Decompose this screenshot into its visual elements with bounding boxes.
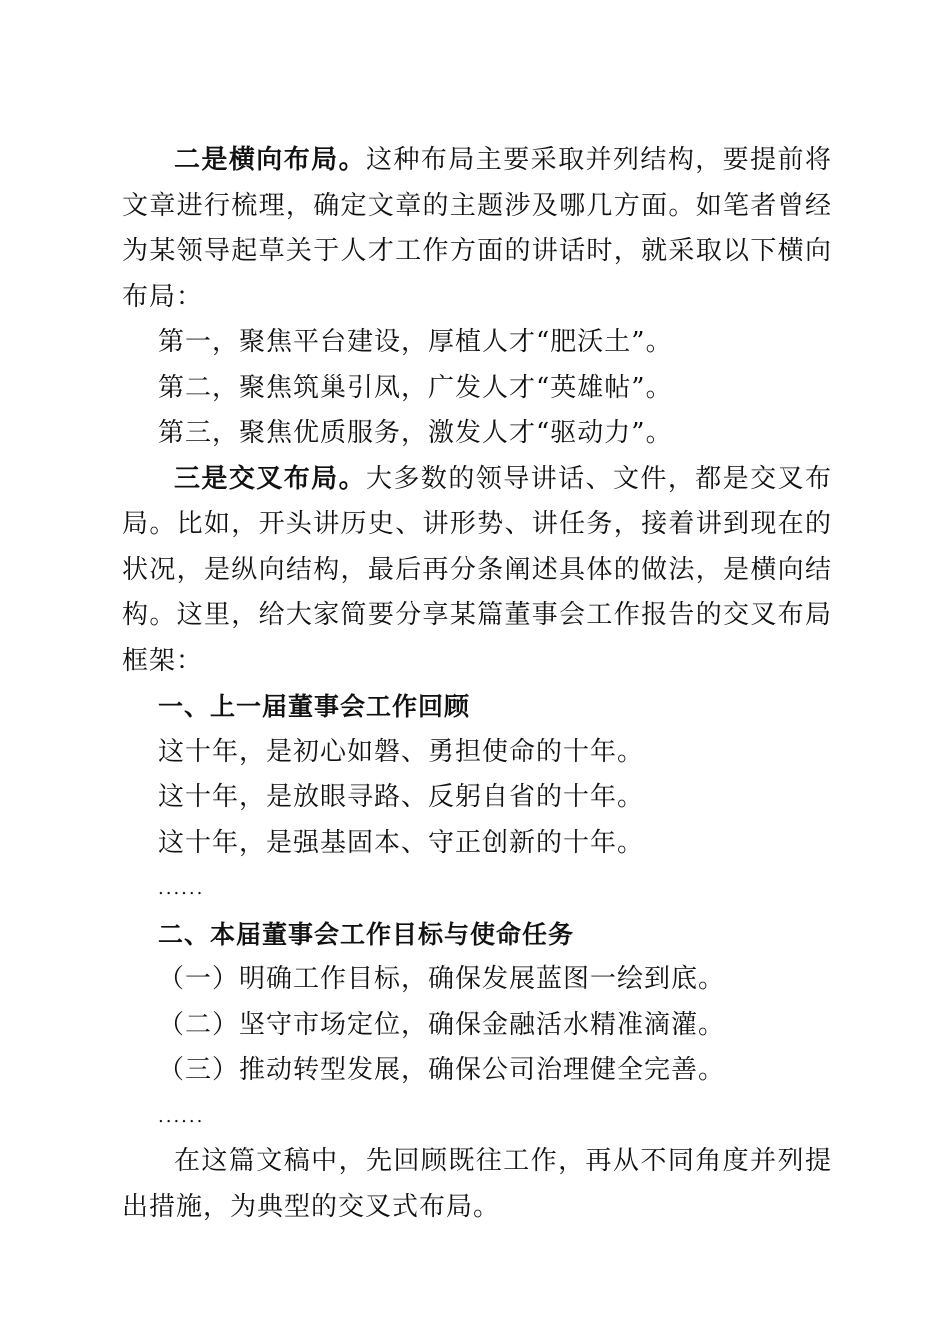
document-page <box>122 138 832 1230</box>
ellipsis: ...... <box>158 878 205 899</box>
list-item: （一）明确工作目标，确保发展蓝图一绘到底。 <box>158 964 726 994</box>
list-item: 这十年，是放眼寻路、反躬自省的十年。 <box>158 782 645 812</box>
paragraph-cross-layout <box>122 457 832 685</box>
list-item: （二）坚守市场定位，确保金融活水精准滴灌。 <box>158 1009 726 1040</box>
list-item: 这十年，是初心如磐、勇担使命的十年。 <box>158 736 645 767</box>
list-item: 这十年，是强基固本、守正创新的十年。 <box>158 827 645 858</box>
list-item: 第一，聚焦平台建设，厚植人才“肥沃土”。 <box>158 327 673 357</box>
section-heading-goals: 二、本届董事会工作目标与使命任务 <box>158 919 575 949</box>
list-item: 第二，聚焦筑巢引凤，广发人才“英雄帖”。 <box>158 372 673 403</box>
section-heading-review: 一、上一届董事会工作回顾 <box>158 692 471 721</box>
list-item: （三）推动转型发展，确保公司治理健全完善。 <box>158 1055 726 1085</box>
paragraph-conclusion: 在这篇文稿中，先回顾既往工作，再从不同角度并列提出措施，为典型的交叉式布局。 <box>122 1146 832 1222</box>
list-item: 第三，聚焦优质服务，激发人才“驱动力”。 <box>158 418 673 448</box>
paragraph-lead: 三是交叉布局。 <box>174 463 367 494</box>
paragraph-text: 这种布局主要采取并列结构，要提前将文章进行梳理，确定文章的主题涉及哪几方面。如笔者曾经为某领导起草关于人才工作方面的讲话时，就采取以下横向布局： <box>122 145 832 312</box>
paragraph-lead: 二是横向布局。 <box>174 145 367 175</box>
paragraph-horizontal-layout <box>122 138 832 320</box>
paragraph-text: 大多数的领导讲话、文件，都是交叉布局。比如，开头讲历史、讲形势、讲任务，接着讲到现在的状况，是纵向结构，最后再分条阐述具体的做法，是横向结构。这里，给大家简要分享某篇董事会工作报告的交叉布局框架： <box>122 463 832 676</box>
ellipsis: ...... <box>158 1105 205 1127</box>
